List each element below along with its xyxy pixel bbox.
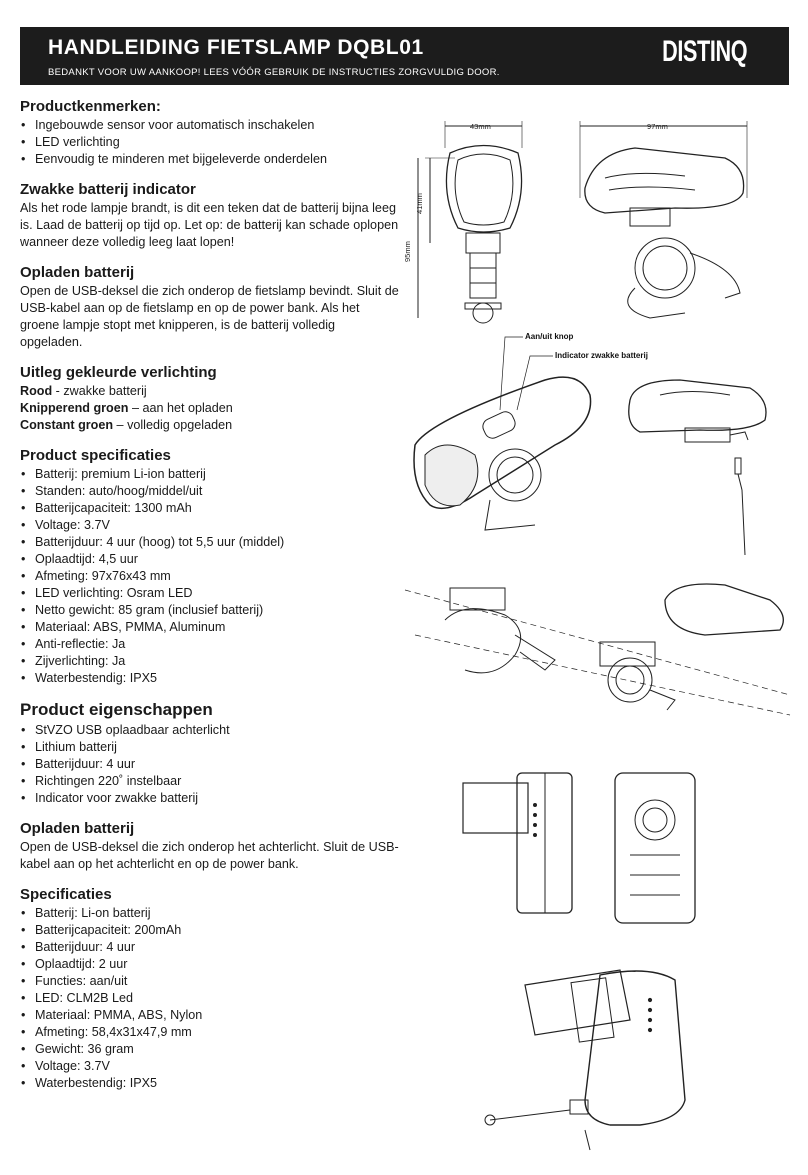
manual-title: HANDLEIDING FIETSLAMP DQBL01 — [48, 36, 424, 59]
mounting-diagram — [405, 580, 795, 720]
text-column — [20, 98, 400, 1105]
section-heading: Opladen batterij — [20, 264, 135, 281]
color-label: Constant groen — [20, 418, 114, 432]
color-meaning: – volledig opgeladen — [113, 418, 233, 432]
section-opladen-batterij — [20, 264, 400, 351]
list-item: • Batterijduur: 4 uur (hoog) tot 5,5 uur (middel) — [20, 534, 400, 551]
dim-height-small-label: 41mm — [415, 193, 424, 214]
list-item: • Lithium batterij — [20, 739, 400, 756]
dim-width-label: 43mm — [470, 122, 491, 131]
list-item: • Waterbestendig: IPX5 — [20, 670, 400, 687]
dim-length-label: 97mm — [647, 122, 668, 131]
section-specificaties — [20, 886, 400, 1092]
list-item: • Batterijduur: 4 uur — [20, 756, 400, 773]
list-item: • StVZO USB oplaadbaar achterlicht — [20, 722, 400, 739]
color-row — [20, 383, 400, 400]
section-opladen-achterlicht — [20, 820, 400, 873]
list-item: • Anti-reflectie: Ja — [20, 636, 400, 653]
list-item: • Materiaal: ABS, PMMA, Aluminum — [20, 619, 400, 636]
list-item: • Eenvoudig te minderen met bijgeleverde onderdelen — [20, 151, 400, 168]
list-item: • Standen: auto/hoog/middel/uit — [20, 483, 400, 500]
section-product-specificaties — [20, 447, 400, 687]
dim-height-total-label: 95mm — [403, 241, 412, 262]
color-label: Knipperend groen — [20, 401, 129, 415]
list-item: • Batterijcapaciteit: 200mAh — [20, 922, 400, 939]
list-item: • Indicator voor zwakke batterij — [20, 790, 400, 807]
color-meaning: – aan het opladen — [128, 401, 233, 415]
section-heading: Product eigenschappen — [20, 700, 213, 719]
color-row — [20, 417, 400, 434]
section-productkenmerken — [20, 98, 400, 168]
list-item: • Batterijduur: 4 uur — [20, 939, 400, 956]
callout-indicator: Indicator zwakke batterij — [555, 351, 648, 360]
section-zwakke-batterij — [20, 181, 400, 251]
section-heading: Zwakke batterij indicator — [20, 181, 196, 198]
header-banner — [20, 27, 789, 85]
list-item: • Richtingen 220˚ instelbaar — [20, 773, 400, 790]
perspective-lamp-drawing — [405, 325, 695, 550]
section-product-eigenschappen — [20, 700, 400, 807]
color-label: Rood — [20, 384, 53, 398]
section-text: Open de USB-deksel die zich onderop de fietslamp bevindt. Sluit de USB-kabel aan op de fietslamp en op de power bank. Als het groene lampje stopt met knipperen, is de batterij volledig opgeladen. — [20, 284, 399, 349]
section-heading: Specificaties — [20, 886, 112, 903]
list-item: • Batterij: Li-on batterij — [20, 905, 400, 922]
color-meaning: - zwakke batterij — [52, 384, 147, 398]
list-item: • Gewicht: 36 gram — [20, 1041, 400, 1058]
list-item: • Netto gewicht: 85 gram (inclusief batterij) — [20, 602, 400, 619]
section-heading: Productkenmerken: — [20, 98, 161, 115]
section-heading: Opladen batterij — [20, 820, 135, 837]
list-item: • Ingebouwde sensor voor automatisch inschakelen — [20, 117, 400, 134]
front-view-drawing — [403, 118, 550, 333]
color-row — [20, 400, 400, 417]
usb-charging-drawing — [620, 370, 780, 570]
list-item: • Waterbestendig: IPX5 — [20, 1075, 400, 1092]
list-item: • Zijverlichting: Ja — [20, 653, 400, 670]
section-heading: Product specificaties — [20, 447, 171, 464]
list-item: • LED: CLM2B Led — [20, 990, 400, 1007]
list-item: • Materiaal: PMMA, ABS, Nylon — [20, 1007, 400, 1024]
list-item: • Functies: aan/uit — [20, 973, 400, 990]
rear-light-views — [455, 765, 725, 925]
list-item: • Oplaadtijd: 4,5 uur — [20, 551, 400, 568]
callout-aan-uit-knop: Aan/uit knop — [525, 332, 574, 341]
list-item: • LED verlichting — [20, 134, 400, 151]
list-item: • LED verlichting: Osram LED — [20, 585, 400, 602]
list-item: • Afmeting: 97x76x43 mm — [20, 568, 400, 585]
side-view-drawing — [575, 118, 755, 328]
list-item: • Oplaadtijd: 2 uur — [20, 956, 400, 973]
section-heading: Uitleg gekleurde verlichting — [20, 364, 217, 381]
list-item: • Batterij: premium Li-ion batterij — [20, 466, 400, 483]
list-item: • Voltage: 3.7V — [20, 1058, 400, 1075]
manual-subtitle: BEDANKT VOOR UW AANKOOP! LEES VÓÓR GEBRUIK DE INSTRUCTIES ZORGVULDIG DOOR. — [48, 67, 500, 78]
section-verlichting — [20, 364, 400, 434]
rear-light-perspective — [480, 960, 695, 1160]
section-text: Open de USB-deksel die zich onderop het achterlicht. Sluit de USB-kabel aan op het achterlicht en op de power bank. — [20, 840, 399, 871]
list-item: • Batterijcapaciteit: 1300 mAh — [20, 500, 400, 517]
list-item: • Afmeting: 58,4x31x47,9 mm — [20, 1024, 400, 1041]
section-text: Als het rode lampje brandt, is dit een teken dat de batterij bijna leeg is. Laad de batterij op tijd op. Let op: de batterij kan schade oplopen wanneer deze volledig leeg laat lopen! — [20, 201, 399, 249]
brand-logo: DISTINQ — [661, 35, 747, 68]
list-item: • Voltage: 3.7V — [20, 517, 400, 534]
